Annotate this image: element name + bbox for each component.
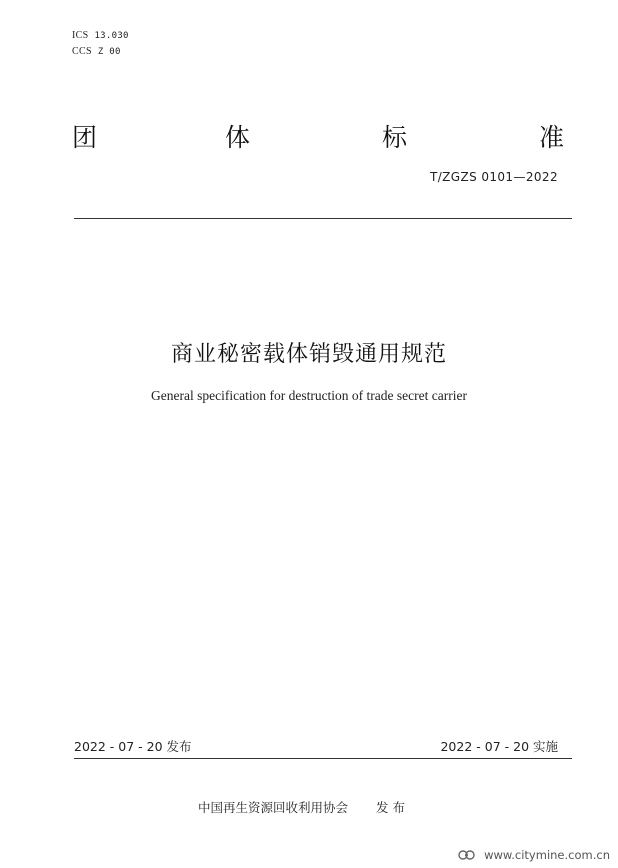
watermark bbox=[458, 848, 610, 862]
ccs-label: CCS bbox=[72, 46, 92, 57]
standard-code: T/ZGZS 0101—2022 bbox=[429, 170, 558, 184]
standard-type-char: 标 bbox=[382, 123, 408, 152]
standard-type-char: 准 bbox=[539, 123, 565, 152]
watermark-text: www.citymine.com.cn bbox=[484, 848, 610, 862]
issue-date: 2022 - 07 - 20 发布 bbox=[74, 739, 192, 754]
ics-classification bbox=[72, 30, 129, 41]
document-title-chinese: 商业秘密载体销毁通用规范 bbox=[170, 342, 447, 367]
publisher-action: 发 布 bbox=[376, 800, 405, 815]
standard-type-char: 体 bbox=[225, 123, 251, 152]
ccs-classification bbox=[72, 46, 121, 57]
document-title-english: General specification for destruction of trade secret carrier bbox=[151, 388, 467, 403]
footer-divider bbox=[74, 758, 572, 759]
implementation-date: 2022 - 07 - 20 实施 bbox=[440, 739, 558, 754]
standard-type-heading bbox=[72, 118, 568, 150]
citymine-logo-icon bbox=[458, 848, 476, 862]
standard-type-char: 团 bbox=[72, 123, 98, 152]
ccs-value: Z 00 bbox=[97, 47, 121, 57]
header-divider bbox=[74, 218, 572, 219]
publisher-name: 中国再生资源回收利用协会 bbox=[198, 800, 349, 815]
ics-value: 13.030 bbox=[94, 31, 129, 41]
ics-label: ICS bbox=[72, 30, 89, 41]
publisher-line bbox=[198, 798, 405, 816]
